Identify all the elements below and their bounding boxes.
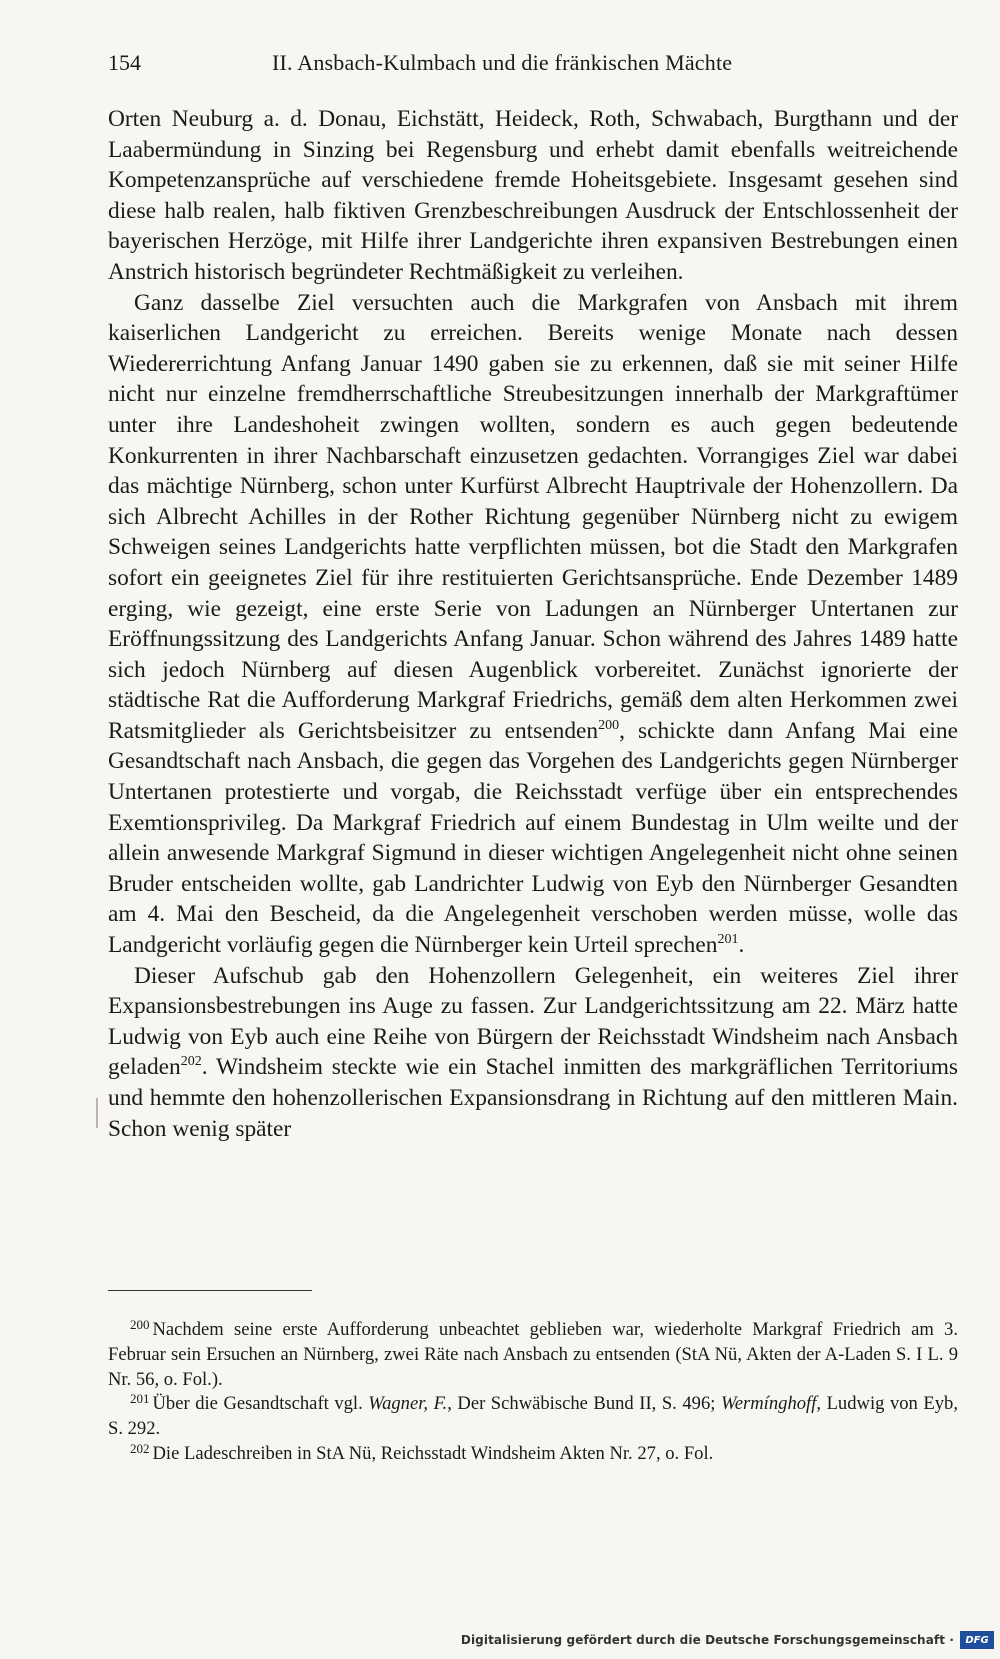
body-text <box>108 104 958 1144</box>
paragraph-2-text-b: , schickte dann Anfang Mai eine Gesandtschaft nach Ansbach, die gegen das Vorgehen des Landgerichts gegen Nürnberger Untertanen protestierte und vorgab, die Reichsstadt verfüge über ein entsprechendes Exemtionsprivileg. Da Markgraf Friedrich auf einem Bundestag in Ulm weilte und der allein anwesende Markgraf Sigmund in dieser wichtigen Angelegenheit nicht ohne seinen Bruder entscheiden wollte, gab Landrichter Ludwig von Eyb den Nürnberger Gesandten am 4. Mai den Bescheid, da die Angelegenheit verschoben werden müsse, wolle das Landgericht vorläufig gegen die Nürnberger kein Urteil sprechen <box>108 717 958 959</box>
running-title: II. Ansbach-Kulmbach und die fränkischen Mächte <box>272 50 733 75</box>
footnote-201 <box>108 1392 958 1442</box>
footnote-201-text-c: , Ludwig von Eyb, S. 292. <box>108 1393 958 1440</box>
paragraph-2-text-a: Ganz dasselbe Ziel versuchten auch die Markgrafen von Ansbach mit ihrem kaiserlichen Landgericht zu erreichen. Bereits wenige Monate nach dessen Wiedererrichtung Anfang Januar 1490 gaben sie zu erkennen, daß sie mit seiner Hilfe nicht nur einzelne fremdherrschaftliche Streubesitzungen innerhalb der Markgraftümer unter ihre Landeshoheit zwingen wollten, sondern es auch gegen bedeutende Konkurrenten in ihrer Nachbarschaft einzusetzen gedachten. Vorrangiges Ziel war dabei das mächtige Nürnberg, schon unter Kurfürst Albrecht Hauptrivale der Hohenzollern. Da sich Albrecht Achilles in der Rother Richtung gegenüber Nürnberg nicht zu ewigem Schweigen seines Landgerichts hatte verpflichten müssen, bot die Stadt den Markgrafen sofort ein geeignetes Ziel für ihre restituierten Gerichtsansprüche. Ende Dezember 1489 erging, wie gezeigt, eine erste Serie von Ladungen an Nürnberger Untertanen zur Eröffnungssitzung des Landgerichts Anfang Januar. Schon während des Jahres 1489 hatte sich jedoch Nürnberg auf diesen Augenblick vorbereitet. Zunächst ignorierte der städtische Rat die Aufforderung Markgraf Friedrichs, gemäß dem alten Herkommen zwei Ratsmitglieder als Gerichtsbeisitzer zu entsenden <box>108 289 958 744</box>
footnote-201-text-b: , Der Schwäbische Bund II, S. 496; <box>447 1393 721 1415</box>
footnote-201-author-2: Wermínghoff <box>720 1393 817 1415</box>
digitization-note: Digitalisierung gefördert durch die Deutsche Forschungsgemeinschaft · <box>460 1633 954 1647</box>
paragraph-3-text-b: . Windsheim steckte wie ein Stachel inmitten des markgräflichen Territoriums und hemmte den hohenzollerischen Expansionsdrang in Richtung auf den mittleren Main. Schon wenig später <box>108 1054 958 1142</box>
footnote-rule <box>108 1290 312 1291</box>
margin-mark <box>96 1098 98 1128</box>
footnote-200-number: 200 <box>130 1317 150 1332</box>
footnote-ref-201: 201 <box>717 932 739 948</box>
paragraph-3 <box>108 961 958 1145</box>
footnote-200 <box>108 1318 958 1392</box>
footnote-201-number: 201 <box>130 1391 150 1407</box>
footnote-ref-202: 202 <box>180 1054 202 1070</box>
paragraph-2 <box>108 288 958 961</box>
dfg-logo: DFG <box>960 1631 994 1649</box>
page-number: 154 <box>108 50 141 75</box>
paragraph-3-text-a: Dieser Aufschub gab den Hohenzollern Gelegenheit, ein weiteres Ziel ihrer Expansionsbestrebungen ins Auge zu fassen. Zur Landgerichtssitzung am 22. März hatte Ludwig von Eyb auch eine Reihe von Bürgern der Reichsstadt Windsheim nach Ansbach geladen <box>108 962 958 1081</box>
footnote-202-number: 202 <box>130 1440 150 1456</box>
page-header <box>108 46 958 80</box>
paragraph-1-text: Orten Neuburg a. d. Donau, Eichstätt, Heideck, Roth, Schwabach, Burgthann und der Laabermündung in Sinzing bei Regensburg und erhebt damit ebenfalls weitreichende Kompetenzansprüche auf verschiedene fremde Hoheitsgebiete. Insgesamt gesehen sind diese halb realen, halb fiktiven Grenzbeschreibungen Ausdruck der Entschlossenheit der bayerischen Herzöge, mit Hilfe ihrer Landgerichte ihren expansiven Bestrebungen einen Anstrich historisch begründeter Rechtmäßigkeit zu verleihen. <box>108 106 958 285</box>
footnote-201-text-a: Über die Gesandtschaft vgl. <box>152 1393 369 1415</box>
footnotes <box>108 1318 958 1467</box>
footnote-202 <box>108 1442 958 1467</box>
footnote-200-text: Nachdem seine erste Aufforderung unbeachtet geblieben war, wiederholte Markgraf Friedrich am 3. Februar sein Ersuchen an Nürnberg, zwei Räte nach Ansbach zu entsenden (StA Nü, Akten der A-Laden S. I L. 9 Nr. 56, o. Fol.). <box>108 1319 958 1390</box>
footnote-ref-200: 200 <box>598 717 620 733</box>
footnote-201-author-1: Wagner, F. <box>368 1393 448 1415</box>
paragraph-1 <box>108 104 958 288</box>
footnote-202-text: Die Ladeschreiben in StA Nü, Reichsstadt Windsheim Akten Nr. 27, o. Fol. <box>152 1442 714 1464</box>
paragraph-2-text-c: . <box>738 932 745 959</box>
digitization-footer <box>461 1627 994 1653</box>
